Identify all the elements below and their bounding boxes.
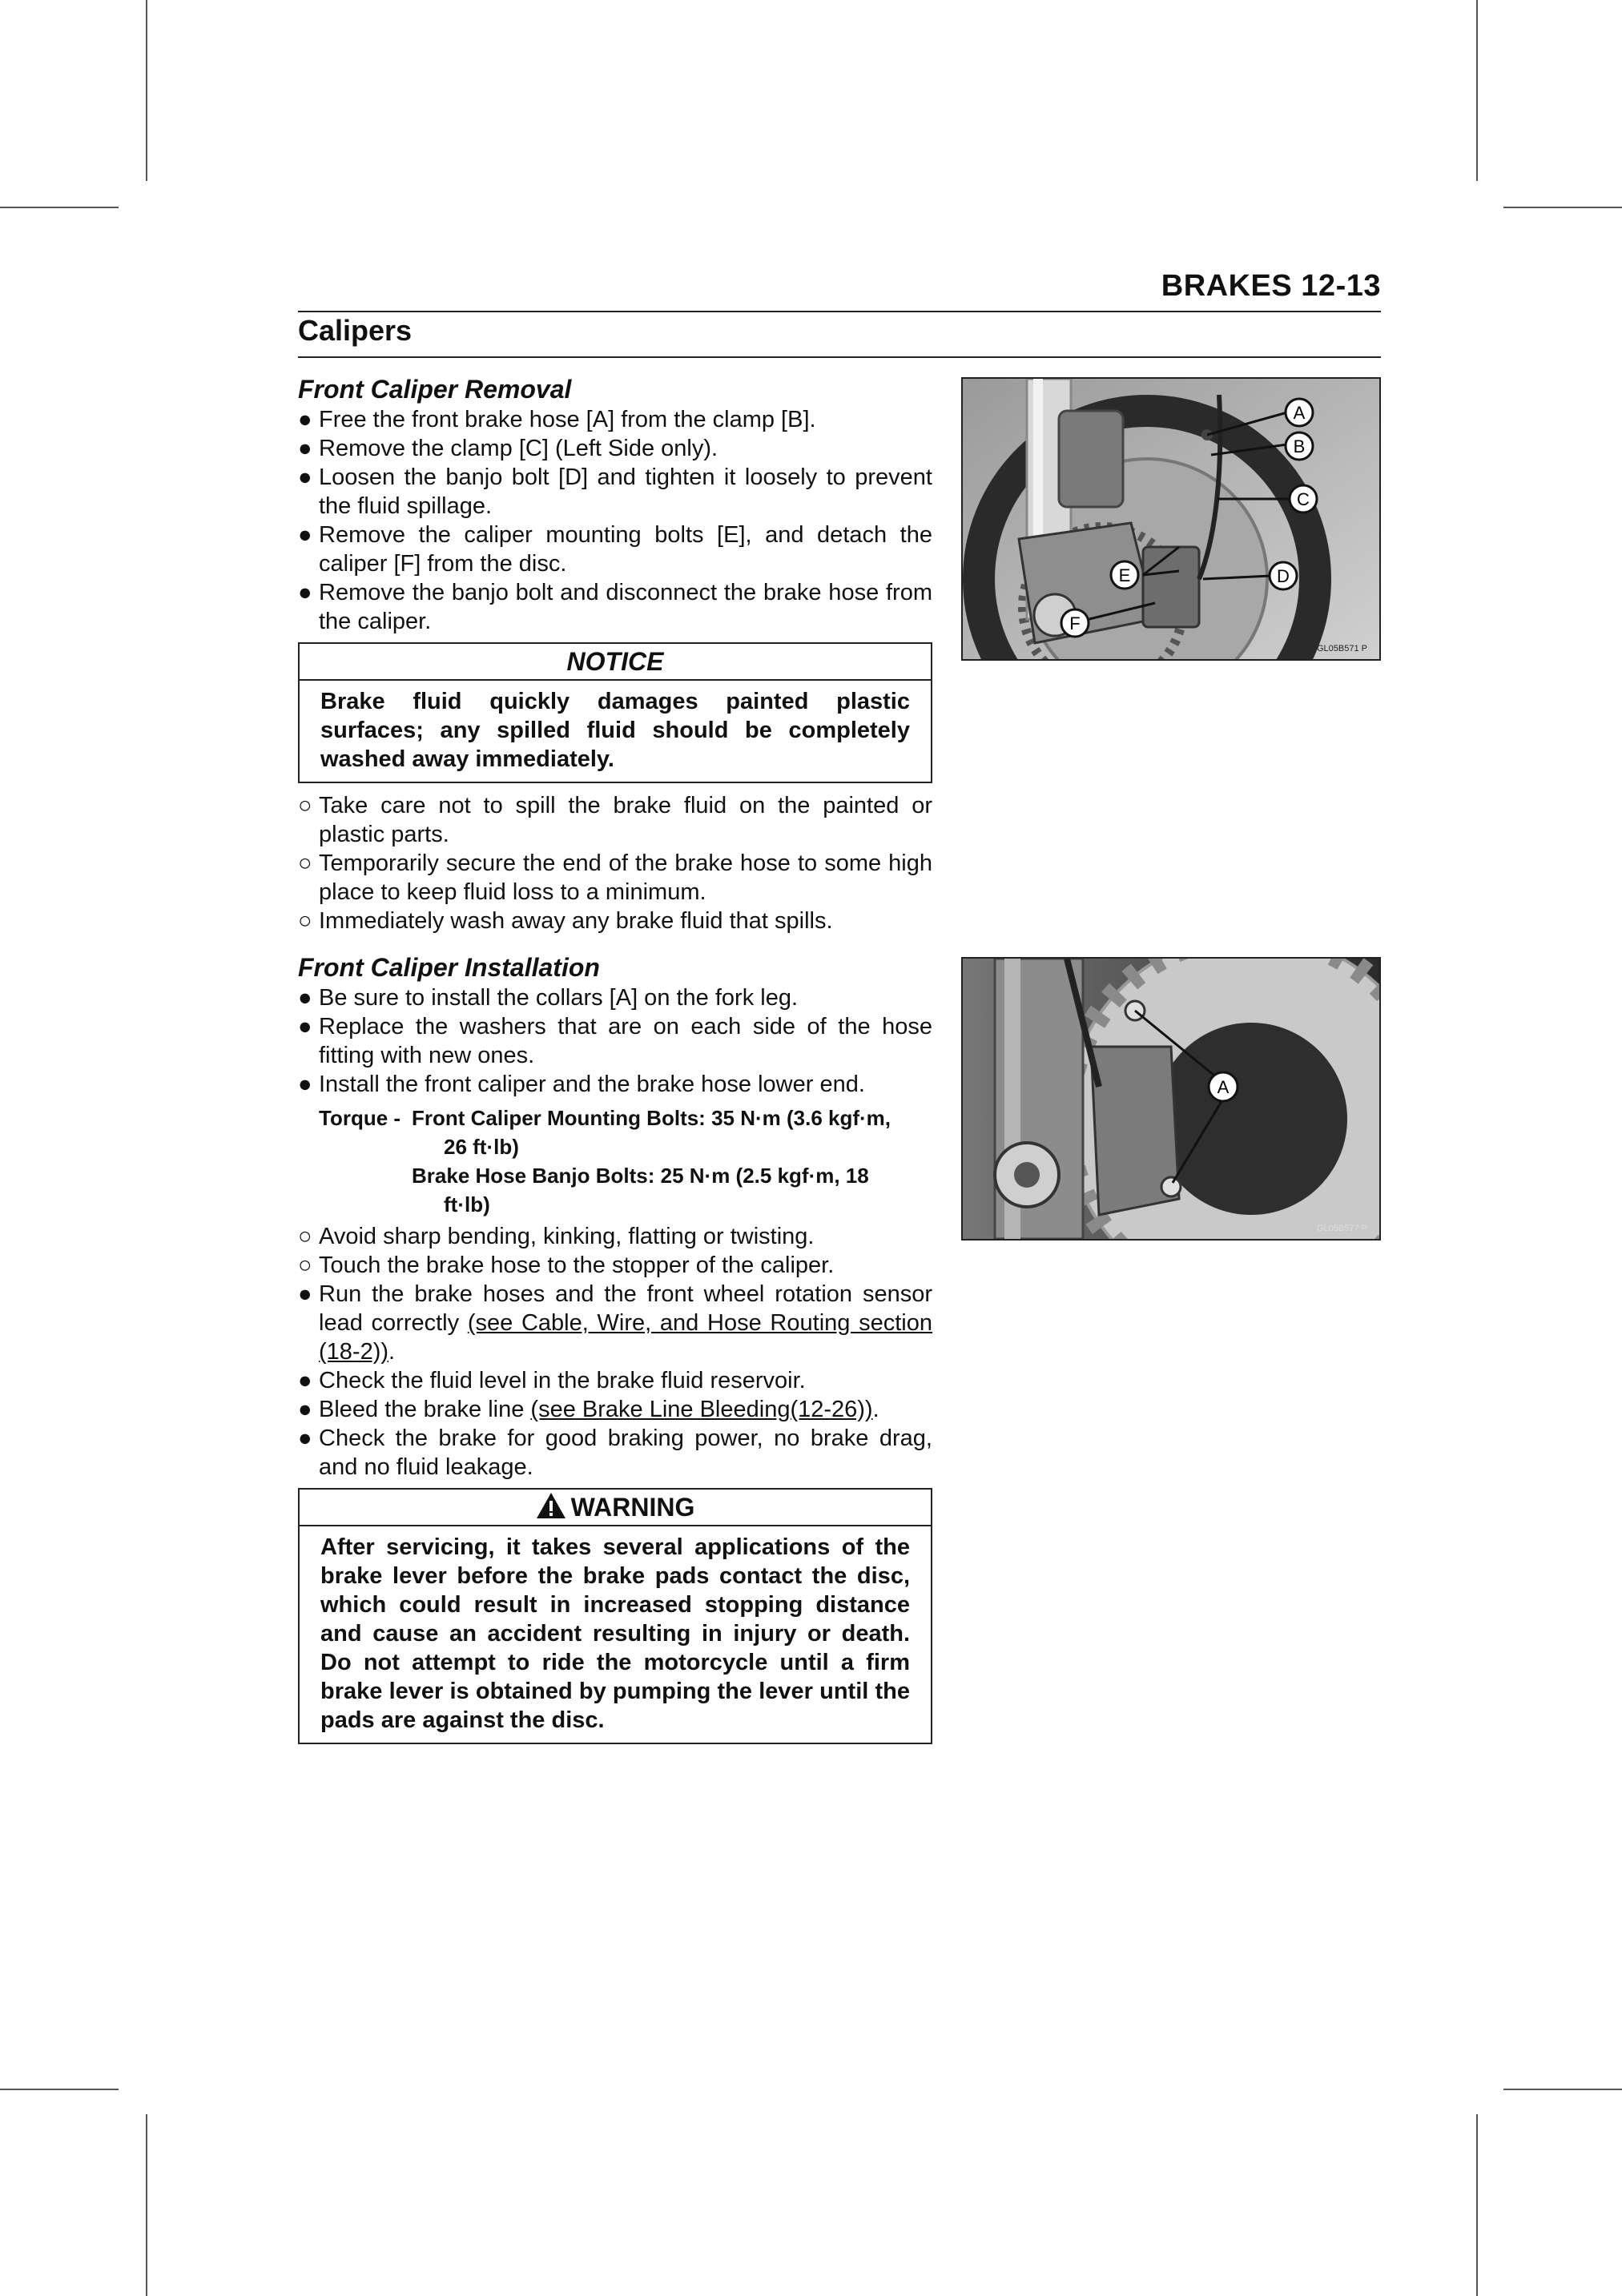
crop-mark: [0, 2089, 119, 2090]
bullet-icon: ●: [298, 436, 312, 461]
installation-heading: Front Caliper Installation: [298, 953, 600, 982]
bullet-icon: ●: [298, 522, 312, 548]
warning-title: WARNING: [300, 1490, 931, 1526]
circle-bullet-icon: ○: [298, 850, 312, 876]
callout-f: F: [1069, 613, 1081, 633]
removal-step: ● Remove the caliper mounting bolts [E], and detach the caliper [F] from the disc.: [298, 522, 932, 577]
callout-a: A: [1217, 1077, 1230, 1097]
circle-bullet-icon: ○: [298, 793, 312, 818]
header-rule: [298, 311, 1381, 312]
removal-heading: Front Caliper Removal: [298, 375, 572, 404]
crop-mark: [0, 207, 119, 208]
callout-a: A: [1293, 403, 1306, 423]
routing-section-link[interactable]: (see Cable, Wire, and Hose Routing section (18-2)): [319, 1310, 932, 1365]
section-title: Calipers: [298, 314, 413, 347]
page-header: [298, 269, 1381, 309]
circle-bullet-icon: ○: [298, 1253, 312, 1278]
warning-text: After servicing, it takes several applications of the brake lever before the brake pads contact the disc, which could result in increased stopping distance and cause an accident resulting in injury or death. Do not attempt to ride the motorcycle until a firm brake lever is obtained by pumping the lever until the pads are against the disc.: [320, 1534, 910, 1733]
torque-banjo-bolts: Brake Hose Banjo Bolts: 25 N·m (2.5 kgf·m, 18: [412, 1164, 869, 1188]
bullet-icon: ●: [298, 580, 312, 605]
notice-box: [298, 642, 932, 783]
removal-note: ○ Temporarily secure the end of the brake hose to some high place to keep fluid loss to a minimum.: [298, 850, 932, 905]
installation-step: ● Run the brake hoses and the front wheel rotation sensor lead correctly (see Cable, Wire, and Hose Routing section (18-2)).: [298, 1281, 932, 1365]
bullet-icon: ●: [298, 1281, 312, 1307]
removal-step: ● Remove the clamp [C] (Left Side only).: [298, 436, 718, 461]
bullet-icon: ●: [298, 1368, 312, 1393]
front-caliper-installation-photo: [961, 957, 1381, 1240]
callout-b: B: [1293, 436, 1306, 456]
installation-note: ○ Avoid sharp bending, kinking, flatting or twisting.: [298, 1224, 815, 1249]
torque-label: Torque -: [319, 1106, 401, 1130]
warning-box: [298, 1488, 932, 1744]
installation-step: ● Bleed the brake line (see Brake Line Bleeding(12-26)).: [298, 1397, 879, 1422]
figure-code: GL05B577 P: [1317, 1224, 1367, 1233]
bullet-icon: ●: [298, 1014, 312, 1039]
circle-bullet-icon: ○: [298, 1224, 312, 1249]
removal-note: ○ Immediately wash away any brake fluid that spills.: [298, 908, 833, 934]
installation-step: ● Check the fluid level in the brake fluid reservoir.: [298, 1368, 806, 1393]
crop-mark: [1503, 2089, 1622, 2090]
crop-mark: [146, 0, 147, 181]
installation-step: ● Install the front caliper and the brake hose lower end.: [298, 1072, 865, 1097]
torque-mounting-bolts-cont: 26 ft·lb): [444, 1135, 519, 1159]
front-caliper-removal-photo: [961, 377, 1381, 661]
removal-note: ○ Take care not to spill the brake fluid on the painted or plastic parts.: [298, 793, 932, 847]
page-number: BRAKES 12-13: [1161, 269, 1381, 303]
content-column: [298, 373, 932, 1752]
removal-step: ● Remove the banjo bolt and disconnect the brake hose from the caliper.: [298, 580, 932, 634]
installation-note: ○ Touch the brake hose to the stopper of the caliper.: [298, 1253, 835, 1278]
bullet-icon: ●: [298, 985, 312, 1011]
callout-e: E: [1118, 565, 1131, 585]
notice-title: NOTICE: [300, 644, 931, 681]
warning-triangle-icon: [536, 1492, 566, 1519]
removal-step: ● Free the front brake hose [A] from the clamp [B].: [298, 407, 816, 432]
crop-mark: [1476, 0, 1478, 181]
bullet-icon: ●: [298, 1072, 312, 1097]
crop-mark: [146, 2114, 147, 2296]
torque-mounting-bolts: Front Caliper Mounting Bolts: 35 N·m (3.6 kgf·m,: [412, 1106, 891, 1130]
installation-step: ● Replace the washers that are on each side of the hose fitting with new ones.: [298, 1014, 932, 1068]
callout-c: C: [1297, 489, 1310, 509]
torque-banjo-bolts-cont: ft·lb): [444, 1192, 490, 1216]
bullet-icon: ●: [298, 1425, 312, 1451]
bullet-icon: ●: [298, 1397, 312, 1422]
circle-bullet-icon: ○: [298, 908, 312, 934]
torque-spec: [319, 1104, 932, 1219]
removal-step: ● Loosen the banjo bolt [D] and tighten it loosely to prevent the fluid spillage.: [298, 464, 932, 519]
crop-mark: [1503, 207, 1622, 208]
crop-mark: [1476, 2114, 1478, 2296]
figure-code: GL05B571 P: [1317, 644, 1367, 653]
brake-line-bleeding-link[interactable]: (see Brake Line Bleeding(12-26)): [530, 1397, 873, 1422]
section-rule: [298, 356, 1381, 358]
installation-step: ● Be sure to install the collars [A] on the fork leg.: [298, 985, 799, 1011]
notice-text: Brake fluid quickly damages painted plastic surfaces; any spilled fluid should be completely washed away immediately.: [320, 689, 910, 772]
bullet-icon: ●: [298, 407, 312, 432]
callout-d: D: [1277, 566, 1290, 586]
installation-step: ● Check the brake for good braking power, no brake drag, and no fluid leakage.: [298, 1425, 932, 1480]
bullet-icon: ●: [298, 464, 312, 490]
